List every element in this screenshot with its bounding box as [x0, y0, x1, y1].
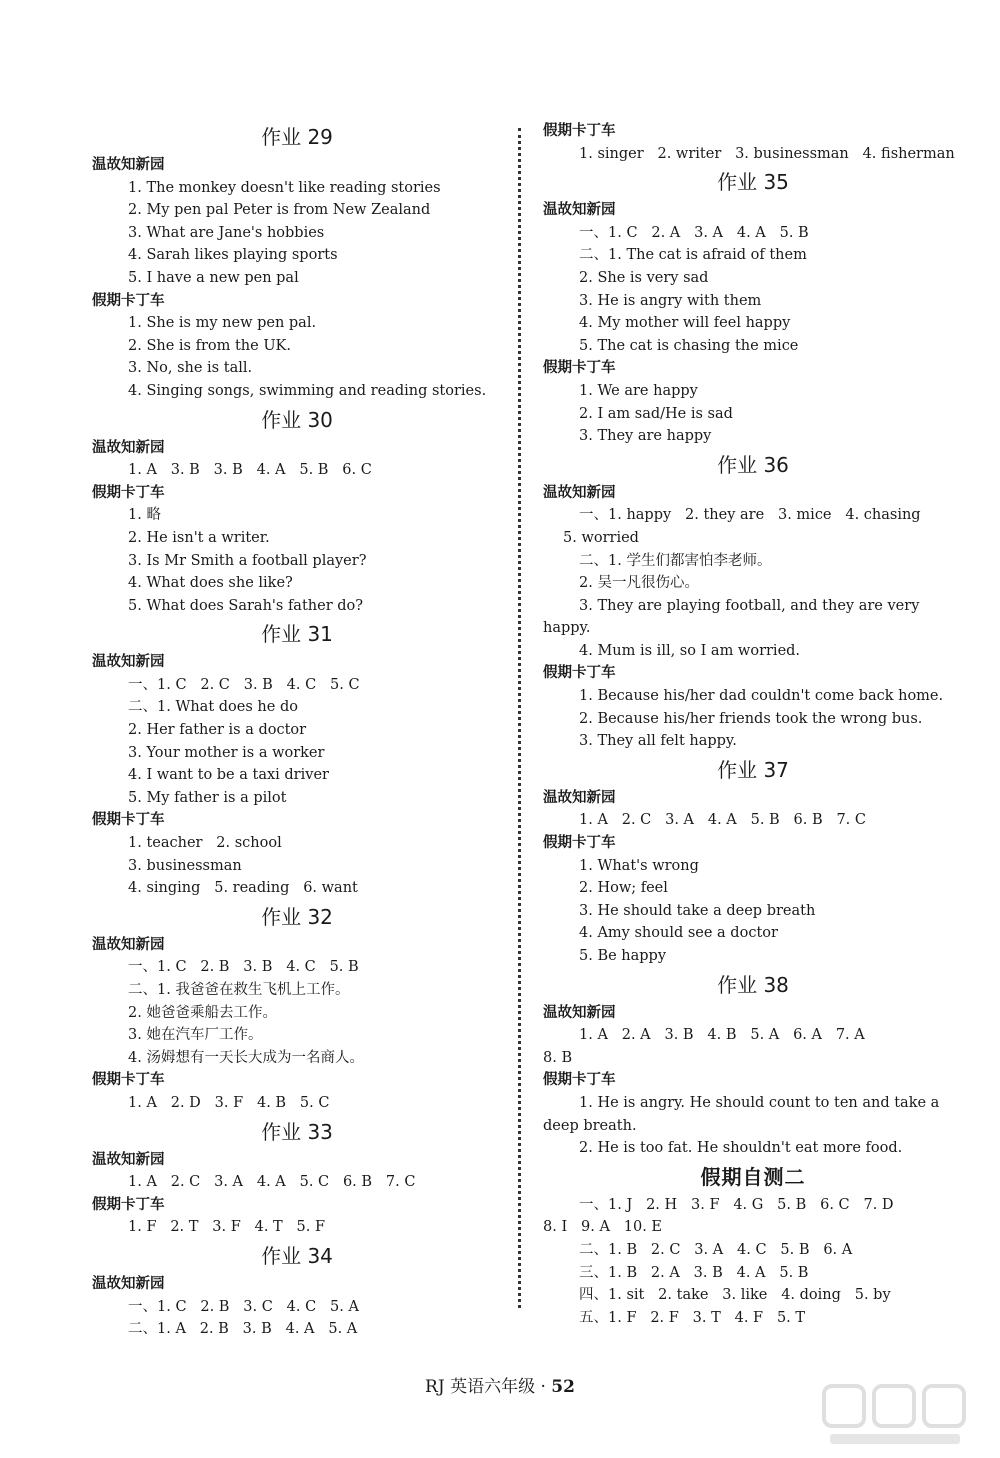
- page-number: 52: [551, 1377, 575, 1397]
- section-header: 温故知新园: [92, 1275, 165, 1292]
- left-column: [92, 120, 502, 1341]
- section-title: 作业 29: [261, 125, 333, 149]
- answer-line: 4. 汤姆想有一天长大成为一名商人。: [128, 1049, 364, 1066]
- answer-line: 1. A 2. A 3. B 4. B 5. A 6. A 7. A: [579, 1027, 865, 1044]
- answer-line: 4. I want to be a taxi driver: [128, 767, 329, 784]
- answer-line: 1. A 2. D 3. F 4. B 5. C: [128, 1094, 330, 1111]
- answer-line: 一、1. happy 2. they are 3. mice 4. chasing: [579, 507, 921, 524]
- section-title: 作业 31: [261, 622, 333, 647]
- answer-line: 4. Amy should see a doctor: [579, 925, 778, 942]
- section-title: 作业 37: [717, 757, 789, 782]
- answer-line: 3. He is angry with them: [579, 292, 762, 309]
- section-title: 作业 36: [717, 452, 789, 477]
- answer-line: 1. singer 2. writer 3. businessman 4. fisherman: [579, 145, 955, 162]
- section-title: 作业 33: [261, 1119, 333, 1144]
- answer-line: 五、1. F 2. F 3. T 4. F 5. T: [579, 1309, 806, 1326]
- answer-line: 一、1. C 2. B 3. C 4. C 5. A: [128, 1298, 359, 1315]
- answer-line: 一、1. C 2. A 3. A 4. A 5. B: [579, 224, 809, 241]
- answer-line: 5. What does Sarah's father do?: [128, 597, 364, 614]
- section-header: 假期卡丁车: [543, 835, 616, 852]
- answer-line: 8. B: [543, 1049, 573, 1066]
- section-header: 假期卡丁车: [92, 1072, 165, 1089]
- section-header: 温故知新园: [92, 157, 165, 173]
- answer-line: 2. She is very sad: [579, 269, 709, 286]
- answer-line: 4. What does she like?: [128, 575, 293, 592]
- section-header: 温故知新园: [543, 484, 616, 501]
- answer-line: 1. 略: [128, 507, 161, 524]
- answer-line: 4. Mum is ill, so I am worried.: [579, 642, 801, 659]
- answer-line: 4. singing 5. reading 6. want: [128, 880, 358, 897]
- answer-line: 三、1. B 2. A 3. B 4. A 5. B: [579, 1264, 809, 1281]
- answer-line: 5. I have a new pen pal: [128, 269, 299, 286]
- answer-line: 一、1. C 2. C 3. B 4. C 5. C: [128, 676, 360, 693]
- answer-line: 2. Because his/her friends took the wrong bus.: [579, 710, 923, 727]
- section-title: 作业 30: [261, 407, 333, 432]
- answer-line: 一、1. J 2. H 3. F 4. G 5. B 6. C 7. D: [579, 1196, 894, 1213]
- answer-line: 4. Sarah likes playing sports: [128, 247, 338, 264]
- section-title: 作业 34: [261, 1243, 333, 1268]
- answer-line: 1. We are happy: [579, 382, 698, 399]
- answer-line: 4. Singing songs, swimming and reading stories.: [128, 382, 487, 399]
- answer-line: 1. He is angry. He should count to ten and take a deep breath.: [543, 1094, 940, 1134]
- answer-line: 1. A 2. C 3. A 4. A 5. C 6. B 7. C: [128, 1174, 416, 1191]
- answer-line: 一、1. C 2. B 3. B 4. C 5. B: [128, 959, 359, 976]
- answer-line: 3. businessman: [128, 857, 242, 874]
- answer-line: 1. A 3. B 3. B 4. A 5. B 6. C: [128, 462, 372, 479]
- answer-line: 5. My father is a pilot: [128, 789, 287, 806]
- section-header: 温故知新园: [543, 1004, 616, 1021]
- answer-line: 1. Because his/her dad couldn't come back home.: [579, 688, 944, 705]
- answer-line: 2. She is from the UK.: [128, 337, 291, 354]
- section-header: 温故知新园: [92, 439, 165, 456]
- section-title: 作业 35: [717, 170, 789, 195]
- answer-line: 2. My pen pal Peter is from New Zealand: [128, 202, 431, 219]
- answer-line: 3. No, she is tall.: [128, 360, 253, 377]
- answer-line: 4. My mother will feel happy: [579, 315, 791, 332]
- answer-line: 2. He is too fat. He shouldn't eat more food.: [579, 1140, 903, 1157]
- answer-line: 1. F 2. T 3. F 4. T 5. F: [128, 1219, 326, 1236]
- answer-line: 5. worried: [563, 529, 639, 546]
- watermark-logo-icon: [820, 1380, 970, 1450]
- answer-line: 5. The cat is chasing the mice: [579, 337, 799, 354]
- answer-line: 3. What are Jane's hobbies: [128, 224, 325, 241]
- answer-line: 3. They are happy: [579, 428, 712, 445]
- footer-label: RJ 英语六年级 ·: [425, 1377, 552, 1397]
- answer-line: 四、1. sit 2. take 3. like 4. doing 5. by: [579, 1287, 891, 1304]
- answer-line: 2. 吴一凡很伤心。: [579, 575, 699, 592]
- section-header: 假期卡丁车: [92, 812, 165, 829]
- section-header: 温故知新园: [92, 1151, 165, 1168]
- section-header: 假期卡丁车: [92, 292, 165, 309]
- right-column: [543, 120, 963, 1329]
- section-title: 假期自测二: [700, 1164, 806, 1189]
- answer-line: 2. 她爸爸乘船去工作。: [128, 1004, 277, 1021]
- answer-line: 2. How; feel: [579, 880, 668, 897]
- section-header: 假期卡丁车: [92, 1196, 165, 1213]
- answer-line: 1. She is my new pen pal.: [128, 315, 317, 332]
- section-header: 假期卡丁车: [543, 1072, 616, 1089]
- answer-line: 2. I am sad/He is sad: [579, 405, 733, 422]
- answer-line: 1. The monkey doesn't like reading stories: [128, 179, 441, 196]
- section-header: 假期卡丁车: [543, 665, 616, 682]
- answer-line: 3. He should take a deep breath: [579, 902, 816, 919]
- section-title: 作业 38: [717, 972, 789, 997]
- answer-line: 二、1. A 2. B 3. B 4. A 5. A: [128, 1321, 358, 1338]
- answer-line: 二、1. B 2. C 3. A 4. C 5. B 6. A: [579, 1241, 853, 1258]
- answer-line: 1. teacher 2. school: [128, 835, 282, 852]
- answer-line: 2. Her father is a doctor: [128, 722, 307, 739]
- answer-line: 8. I 9. A 10. E: [543, 1219, 662, 1236]
- answer-line: 3. They are playing football, and they are very happy.: [543, 597, 920, 637]
- answer-line: 3. Is Mr Smith a football player?: [128, 552, 367, 569]
- section-header: 假期卡丁车: [543, 123, 616, 139]
- section-header: 假期卡丁车: [543, 360, 616, 377]
- section-header: 假期卡丁车: [92, 484, 165, 501]
- answer-line: 1. What's wrong: [579, 857, 699, 874]
- answer-line: 3. They all felt happy.: [579, 733, 737, 750]
- answer-line: 3. Your mother is a worker: [128, 744, 325, 761]
- answer-line: 二、1. What does he do: [128, 699, 298, 716]
- section-header: 温故知新园: [92, 654, 165, 671]
- section-title: 作业 32: [261, 904, 333, 929]
- section-header: 温故知新园: [543, 789, 616, 806]
- answer-line: 2. He isn't a writer.: [128, 529, 270, 546]
- answer-line: 1. A 2. C 3. A 4. A 5. B 6. B 7. C: [579, 812, 866, 829]
- answer-line: 二、1. 学生们都害怕李老师。: [579, 552, 772, 569]
- answer-line: 3. 她在汽车厂工作。: [128, 1027, 263, 1044]
- answer-line: 二、1. The cat is afraid of them: [579, 247, 807, 264]
- answer-line: 二、1. 我爸爸在救生飞机上工作。: [128, 982, 350, 998]
- answer-line: 5. Be happy: [579, 948, 667, 964]
- section-header: 温故知新园: [92, 936, 165, 953]
- column-divider: [518, 128, 521, 1308]
- section-header: 温故知新园: [543, 202, 616, 219]
